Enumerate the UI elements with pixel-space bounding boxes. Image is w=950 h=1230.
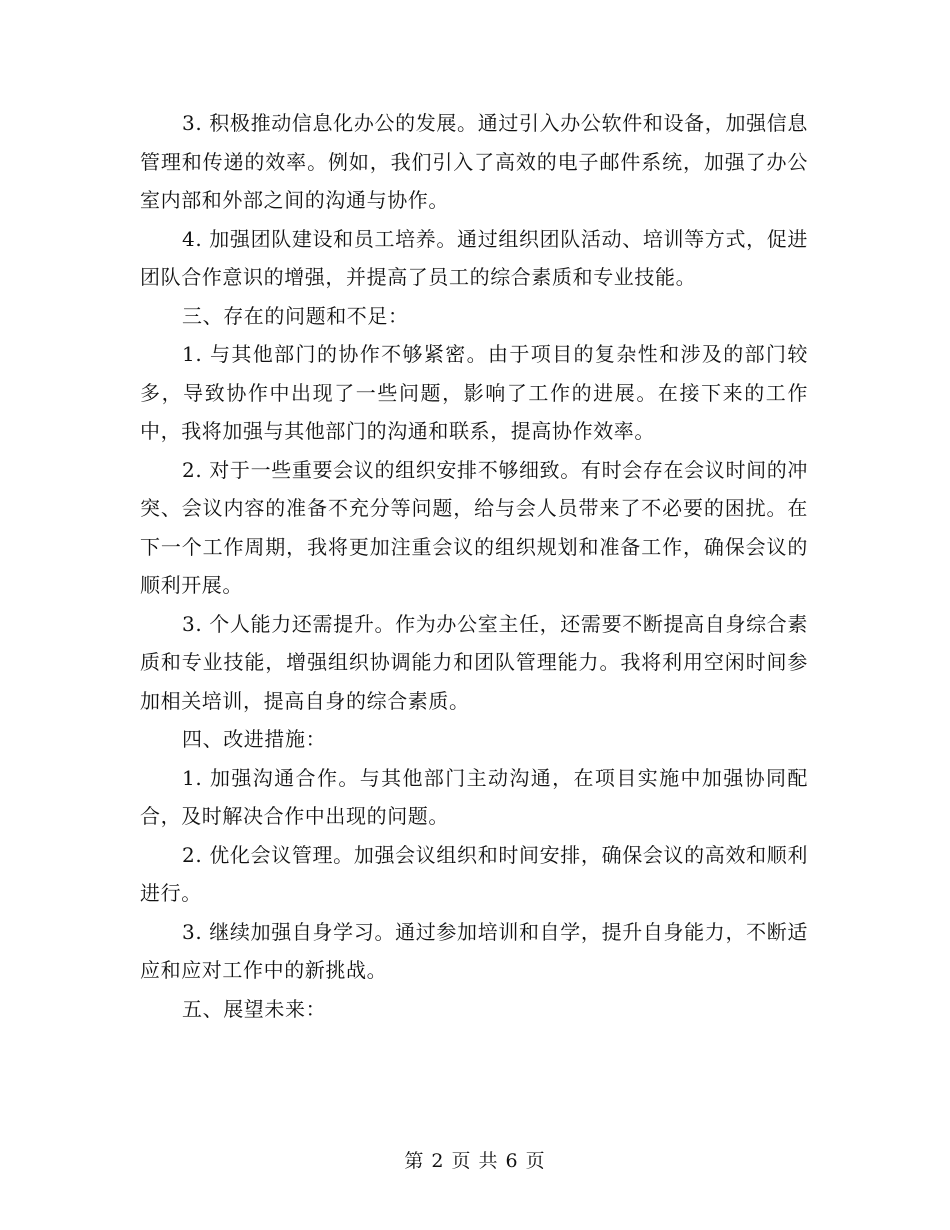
paragraph-improvement-1: 1. 加强沟通合作。与其他部门主动沟通，在项目实施中加强协同配合，及时解决合作中出现的问题。 [140, 765, 808, 828]
section-heading-problems: 三、存在的问题和不足： [182, 303, 409, 328]
page-number-footer: 第 2 页 共 6 页 [404, 1150, 546, 1172]
paragraph-problem-1: 1. 与其他部门的协作不够紧密。由于项目的复杂性和涉及的部门较多，导致协作中出现了一些问题，影响了工作的进展。在接下来的工作中，我将加强与其他部门的沟通和联系，提高协作效率。 [140, 342, 808, 443]
paragraph-problem-3: 3. 个人能力还需提升。作为办公室主任，还需要不断提高自身综合素质和专业技能，增强组织协调能力和团队管理能力。我将利用空闲时间参加相关培训，提高自身的综合素质。 [140, 611, 808, 713]
paragraph-improvement-3: 3. 继续加强自身学习。通过参加培训和自学，提升自身能力，不断适应和应对工作中的新挑战。 [140, 919, 808, 982]
paragraph-item-3-informatization: 3. 积极推动信息化办公的发展。通过引入办公软件和设备，加强信息管理和传递的效率。例如，我们引入了高效的电子邮件系统，加强了办公室内部和外部之间的沟通与协作。 [140, 111, 808, 212]
paragraph-item-4-team-building: 4. 加强团队建设和员工培养。通过组织团队活动、培训等方式，促进团队合作意识的增强，并提高了员工的综合素质和专业技能。 [140, 226, 808, 289]
section-heading-outlook: 五、展望未来： [182, 996, 327, 1021]
section-heading-improvements: 四、改进措施： [182, 727, 327, 751]
paragraph-problem-2: 2. 对于一些重要会议的组织安排不够细致。有时会存在会议时间的冲突、会议内容的准备不充分等问题，给与会人员带来了不必要的困扰。在下一个工作周期，我将更加注重会议的组织规划和准备工作，确保会议的顺利开展。 [140, 457, 808, 597]
document-body [140, 104, 808, 1028]
paragraph-improvement-2: 2. 优化会议管理。加强会议组织和时间安排，确保会议的高效和顺利进行。 [140, 842, 808, 905]
